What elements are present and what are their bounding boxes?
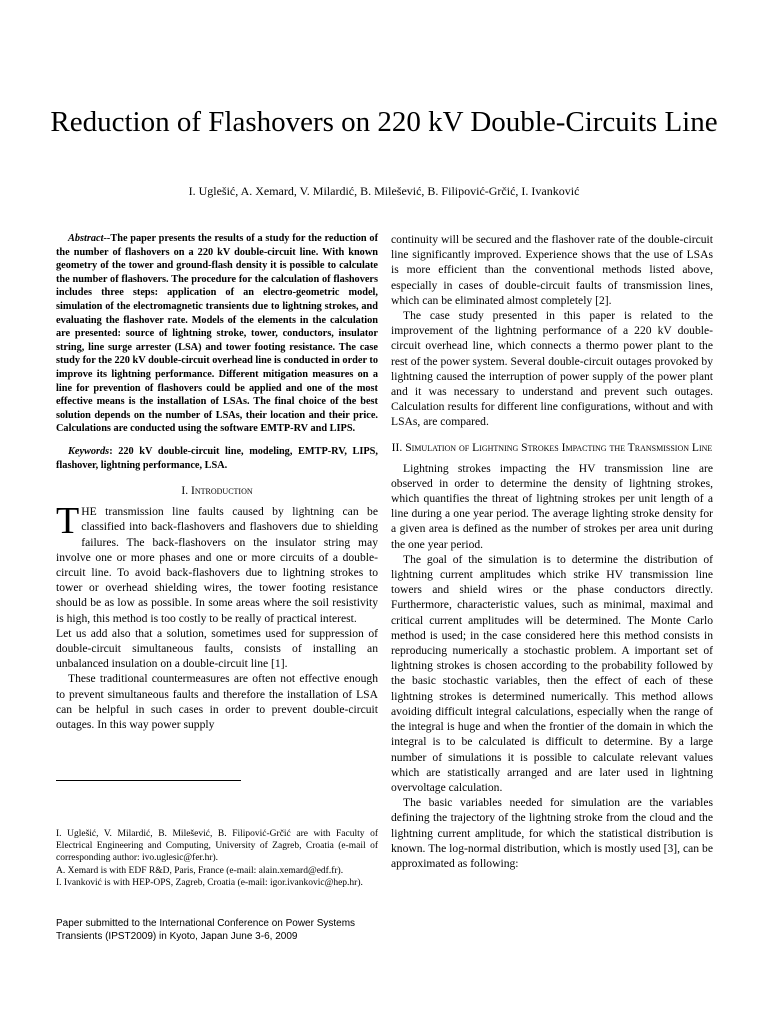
simulation-paragraph-1: Lightning strokes impacting the HV transmission line are observed in order to determine the density of lightning strokes, which quantifies the threat of lightning strokes per unit length of a line during a one year period. The average lighting stroke density for a given area is defined as the number of strokes per area unit during the one year period. xyxy=(391,461,713,551)
keywords-text: : 220 kV double-circuit line, modeling, EMTP-RV, LIPS, flashover, lightning performance, LSA. xyxy=(56,445,378,471)
abstract-text: The paper presents the results of a study for the reduction of the number of flashovers on a 220 kV double-circuit line. With known geometry of the tower and ground-flash density it is possible to calculate the number of flashovers. The procedure for the calculation of flashovers includes three steps: application of an electro-geometric model, simulation of the electromagnetic transients due to lightning strokes, and evaluating the flashover rate. Models of the elements in the calculation are presented: source of lightning stroke, tower, conductors, insulator string, line surge arrester (LSA) and tower footing resistance. The case study for the 220 kV double-circuit overhead line is conducted in order to improve its lightning performance. Different mitigation measures on a line for prevention of flashovers could be applied and one of the most effective means is the installation of LSAs. The final choice of the best solution depends on the number of LSAs, their location and their price. Calculations are conducted using the software EMTP-RV and LIPS. xyxy=(56,233,378,435)
section-heading-introduction: I. Introduction xyxy=(181,484,253,498)
left-column xyxy=(56,232,378,732)
case-study-paragraph: The case study presented in this paper is related to the improvement of the lightning performance of a 220 kV double-circuit overhead line, which connects a thermo power plant to the rest of the power system. Several double-circuit outages provoked by lightning caused the interruption of power supply of the power plant and it was necessary to understand and prevent such outages. Calculation results for different line configurations, without and with LSAs, are compared. xyxy=(391,309,713,429)
keywords xyxy=(56,445,378,472)
intro-paragraph-2: Let us add also that a solution, sometimes used for suppression of double-circuit simultaneous faults, consists of installing an unbalanced insulation on a double-circuit line [1]. xyxy=(56,626,378,671)
keywords-lead: Keywords xyxy=(68,445,110,457)
footnote-affiliation-2: A. Xemard is with EDF R&D, Paris, France (e-mail: alain.xemard@edf.fr). xyxy=(56,865,344,876)
author-list: I. Uglešić, A. Xemard, V. Milardić, B. Milešević, B. Filipović-Grčić, I. Ivanković xyxy=(188,184,580,198)
right-column xyxy=(391,232,713,871)
intro-paragraph-3-continued: continuity will be secured and the flashover rate of the double-circuit line significantly improved. Experience shows that the use of LSAs is more efficient than the conventional methods listed above, especially in cases of double-circuit faults of transmission lines, which can be eliminated almost completely [2]. xyxy=(391,233,713,307)
simulation-paragraph-2: The goal of the simulation is to determine the distribution of lightning current amplitudes which strike HV transmission line towers and shield wires or the phase conductors directly. Furthermore, characteristic values, such as minimal, maximal and critical current amplitudes will be determined. The Monte Carlo method is used; in the case considered here this method consists in reproducing numerically a stochastic problem. A important set of lightning strokes is chosen according to the probability followed by the basic stochastic variables, then the effect of each of these lightning strokes is determined numerically. This method allows avoiding difficult integral calculations, especially when the range of the integral is huge and when the frontier of the domain in which the integral is to be calculated is difficult to determine. By a large number of simulations it is possible to calculate relevant values which are statistically arranged and are later used in lightning overvoltage calculation. xyxy=(391,552,713,794)
intro-paragraph-3: These traditional countermeasures are often not effective enough to prevent simultaneous faults and therefore the installation of LSA can be helpful in such cases in order to prevent double-circuit outages. In this way power supply xyxy=(56,672,378,731)
paper-title: Reduction of Flashovers on 220 kV Double-Circuits Line xyxy=(50,106,718,138)
intro-paragraph-1-text: HE transmission line faults caused by lightning can be classified into back-flashovers and flashovers due to shielding failures. The back-flashovers on the insulator string may involve one or more phases and one or more circuits of a double-circuit line. To avoid back-flashovers due to lightning strokes to tower or overhead shielding wires, the tower footing resistance should be as low as possible. In some areas where the soil resistivity is high, this method is too costly to be really of practical interest. xyxy=(56,505,378,625)
drop-cap: T xyxy=(56,500,80,543)
intro-paragraph-1 xyxy=(56,500,378,626)
footnote-affiliation-1: I. Uglešić, V. Milardić, B. Milešević, B. Filipović-Grčić are with Faculty of Electrical Engineering and Computing, University of Zagreb, Croatia (e-mail of corresponding author: ivo.uglesic@fer.hr). xyxy=(56,829,378,864)
simulation-paragraph-3: The basic variables needed for simulation are the variables defining the trajectory of the lightning stroke from the cloud and the lightning current amplitude, for which the statistical distribution is known. The log-normal distribution, which is mostly used [3], can be approximated as following: xyxy=(391,796,713,870)
section-heading-simulation: II. Simulation of Lightning Strokes Impacting the Transmission Line xyxy=(391,440,713,454)
abstract-lead: Abstract-- xyxy=(68,233,111,244)
abstract xyxy=(56,232,378,436)
submission-note: Paper submitted to the International Conference on Power Systems Transients (IPST2009) in Kyoto, Japan June 3-6, 2009 xyxy=(56,918,356,942)
footnotes xyxy=(56,828,378,889)
footnote-affiliation-3: I. Ivanković is with HEP-OPS, Zagreb, Croatia (e-mail: igor.ivankovic@hep.hr). xyxy=(56,877,363,888)
footnote-separator xyxy=(56,780,241,781)
